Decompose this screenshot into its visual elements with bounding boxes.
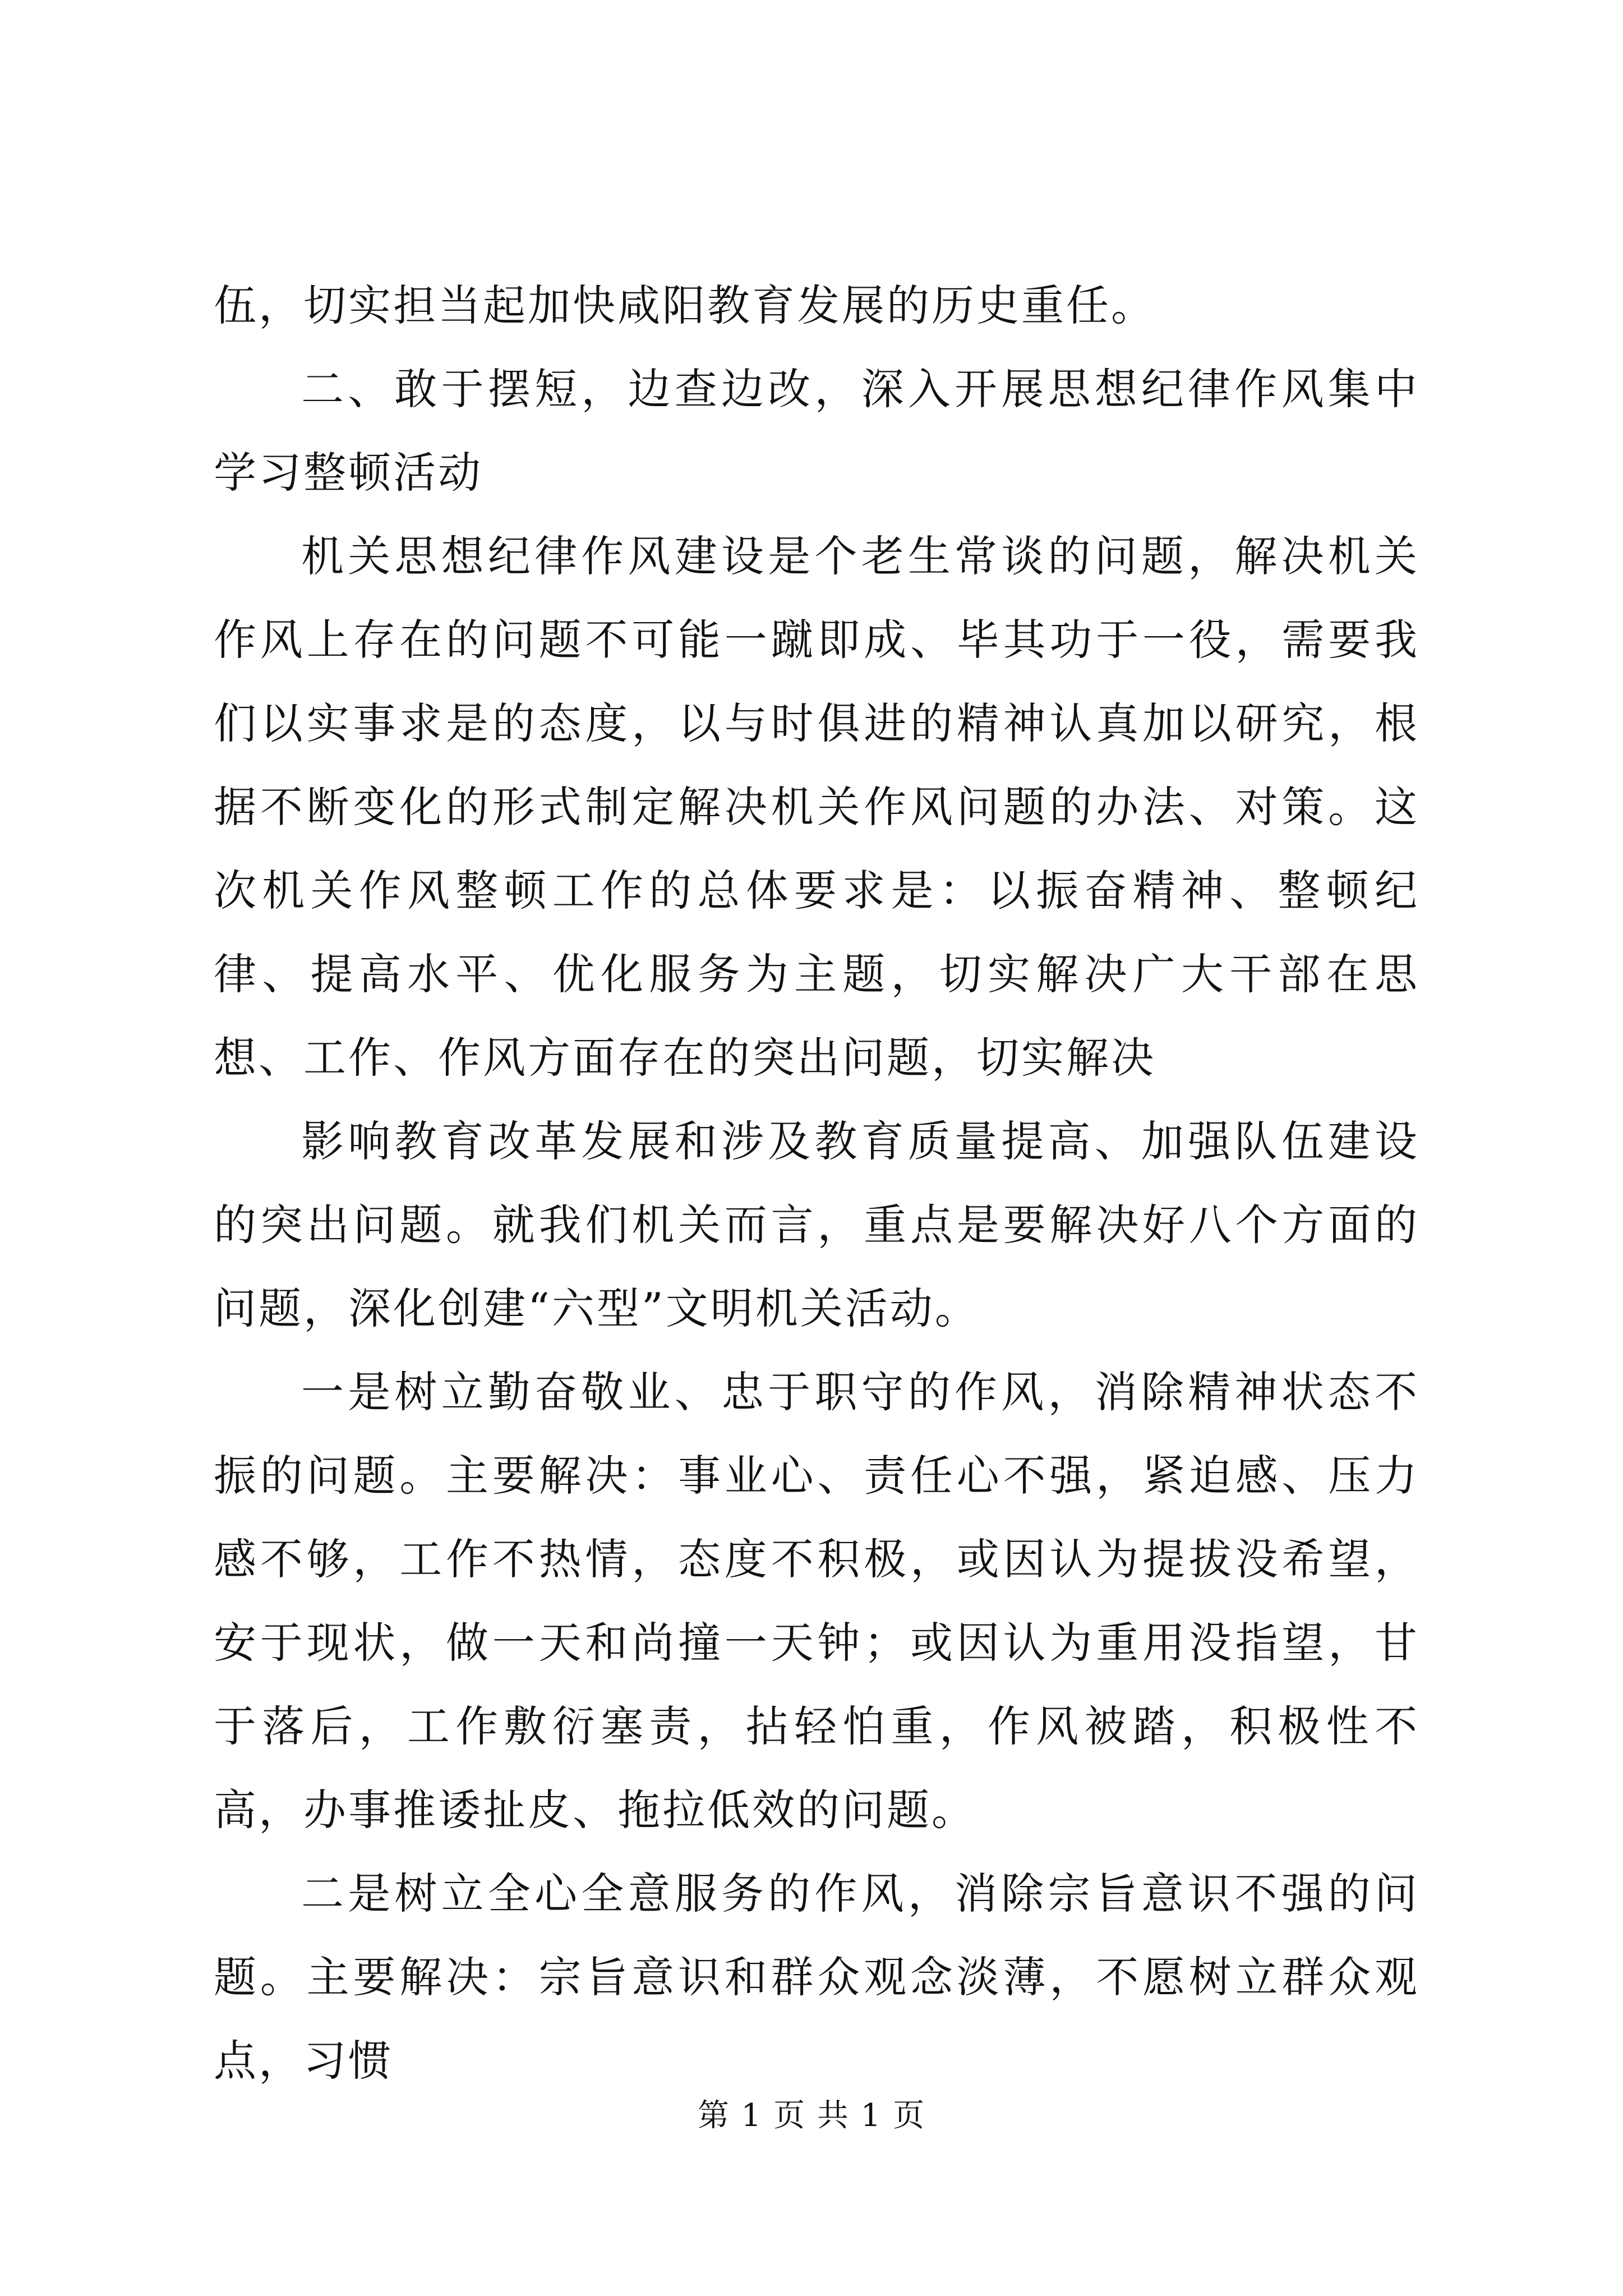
- paragraph: 二是树立全心全意服务的作风，消除宗旨意识不强的问题。主要解决：宗旨意识和群众观念淡薄，不愿树立群众观点，习惯: [214, 1869, 1419, 2086]
- paragraph: 伍，切实担当起加快咸阳教育发展的历史重任。: [214, 280, 1156, 330]
- section-heading: 二、敢于摆短，边查边改，深入开展思想纪律作风集中学习整顿活动: [214, 364, 1419, 498]
- paragraph: 机关思想纪律作风建设是个老生常谈的问题，解决机关作风上存在的问题不可能一蹴即成、毕其功于一役，需要我们以实事求是的态度，以与时俱进的精神认真加以研究，根据不断变化的形式制定解决机关作风问题的办法、对策。这次机关作风整顿工作的总体要求是：以振奋精神、整顿纪律、提高水平、优化服务为主题，切实解决广大干部在思想、工作、作风方面存在的突出问题，切实解决: [214, 531, 1419, 1083]
- paragraph: 影响教育改革发展和涉及教育质量提高、加强队伍建设的突出问题。就我们机关而言，重点是要解决好八个方面的问题，深化创建“六型”文明机关活动。: [214, 1116, 1419, 1333]
- page-number-label: 第 1 页 共 1 页: [697, 2097, 926, 2134]
- document-body: [214, 264, 1419, 2102]
- paragraph: 一是树立勤奋敬业、忠于职守的作风，消除精神状态不振的问题。主要解决：事业心、责任心不强，紧迫感、压力感不够，工作不热情，态度不积极，或因认为提拔没希望，安于现状，做一天和尚撞一天钟；或因认为重用没指望，甘于落后，工作敷衍塞责，拈轻怕重，作风被踏，积极性不高，办事推诿扯皮、拖拉低效的问题。: [214, 1367, 1419, 1835]
- page-footer: [0, 2093, 1623, 2138]
